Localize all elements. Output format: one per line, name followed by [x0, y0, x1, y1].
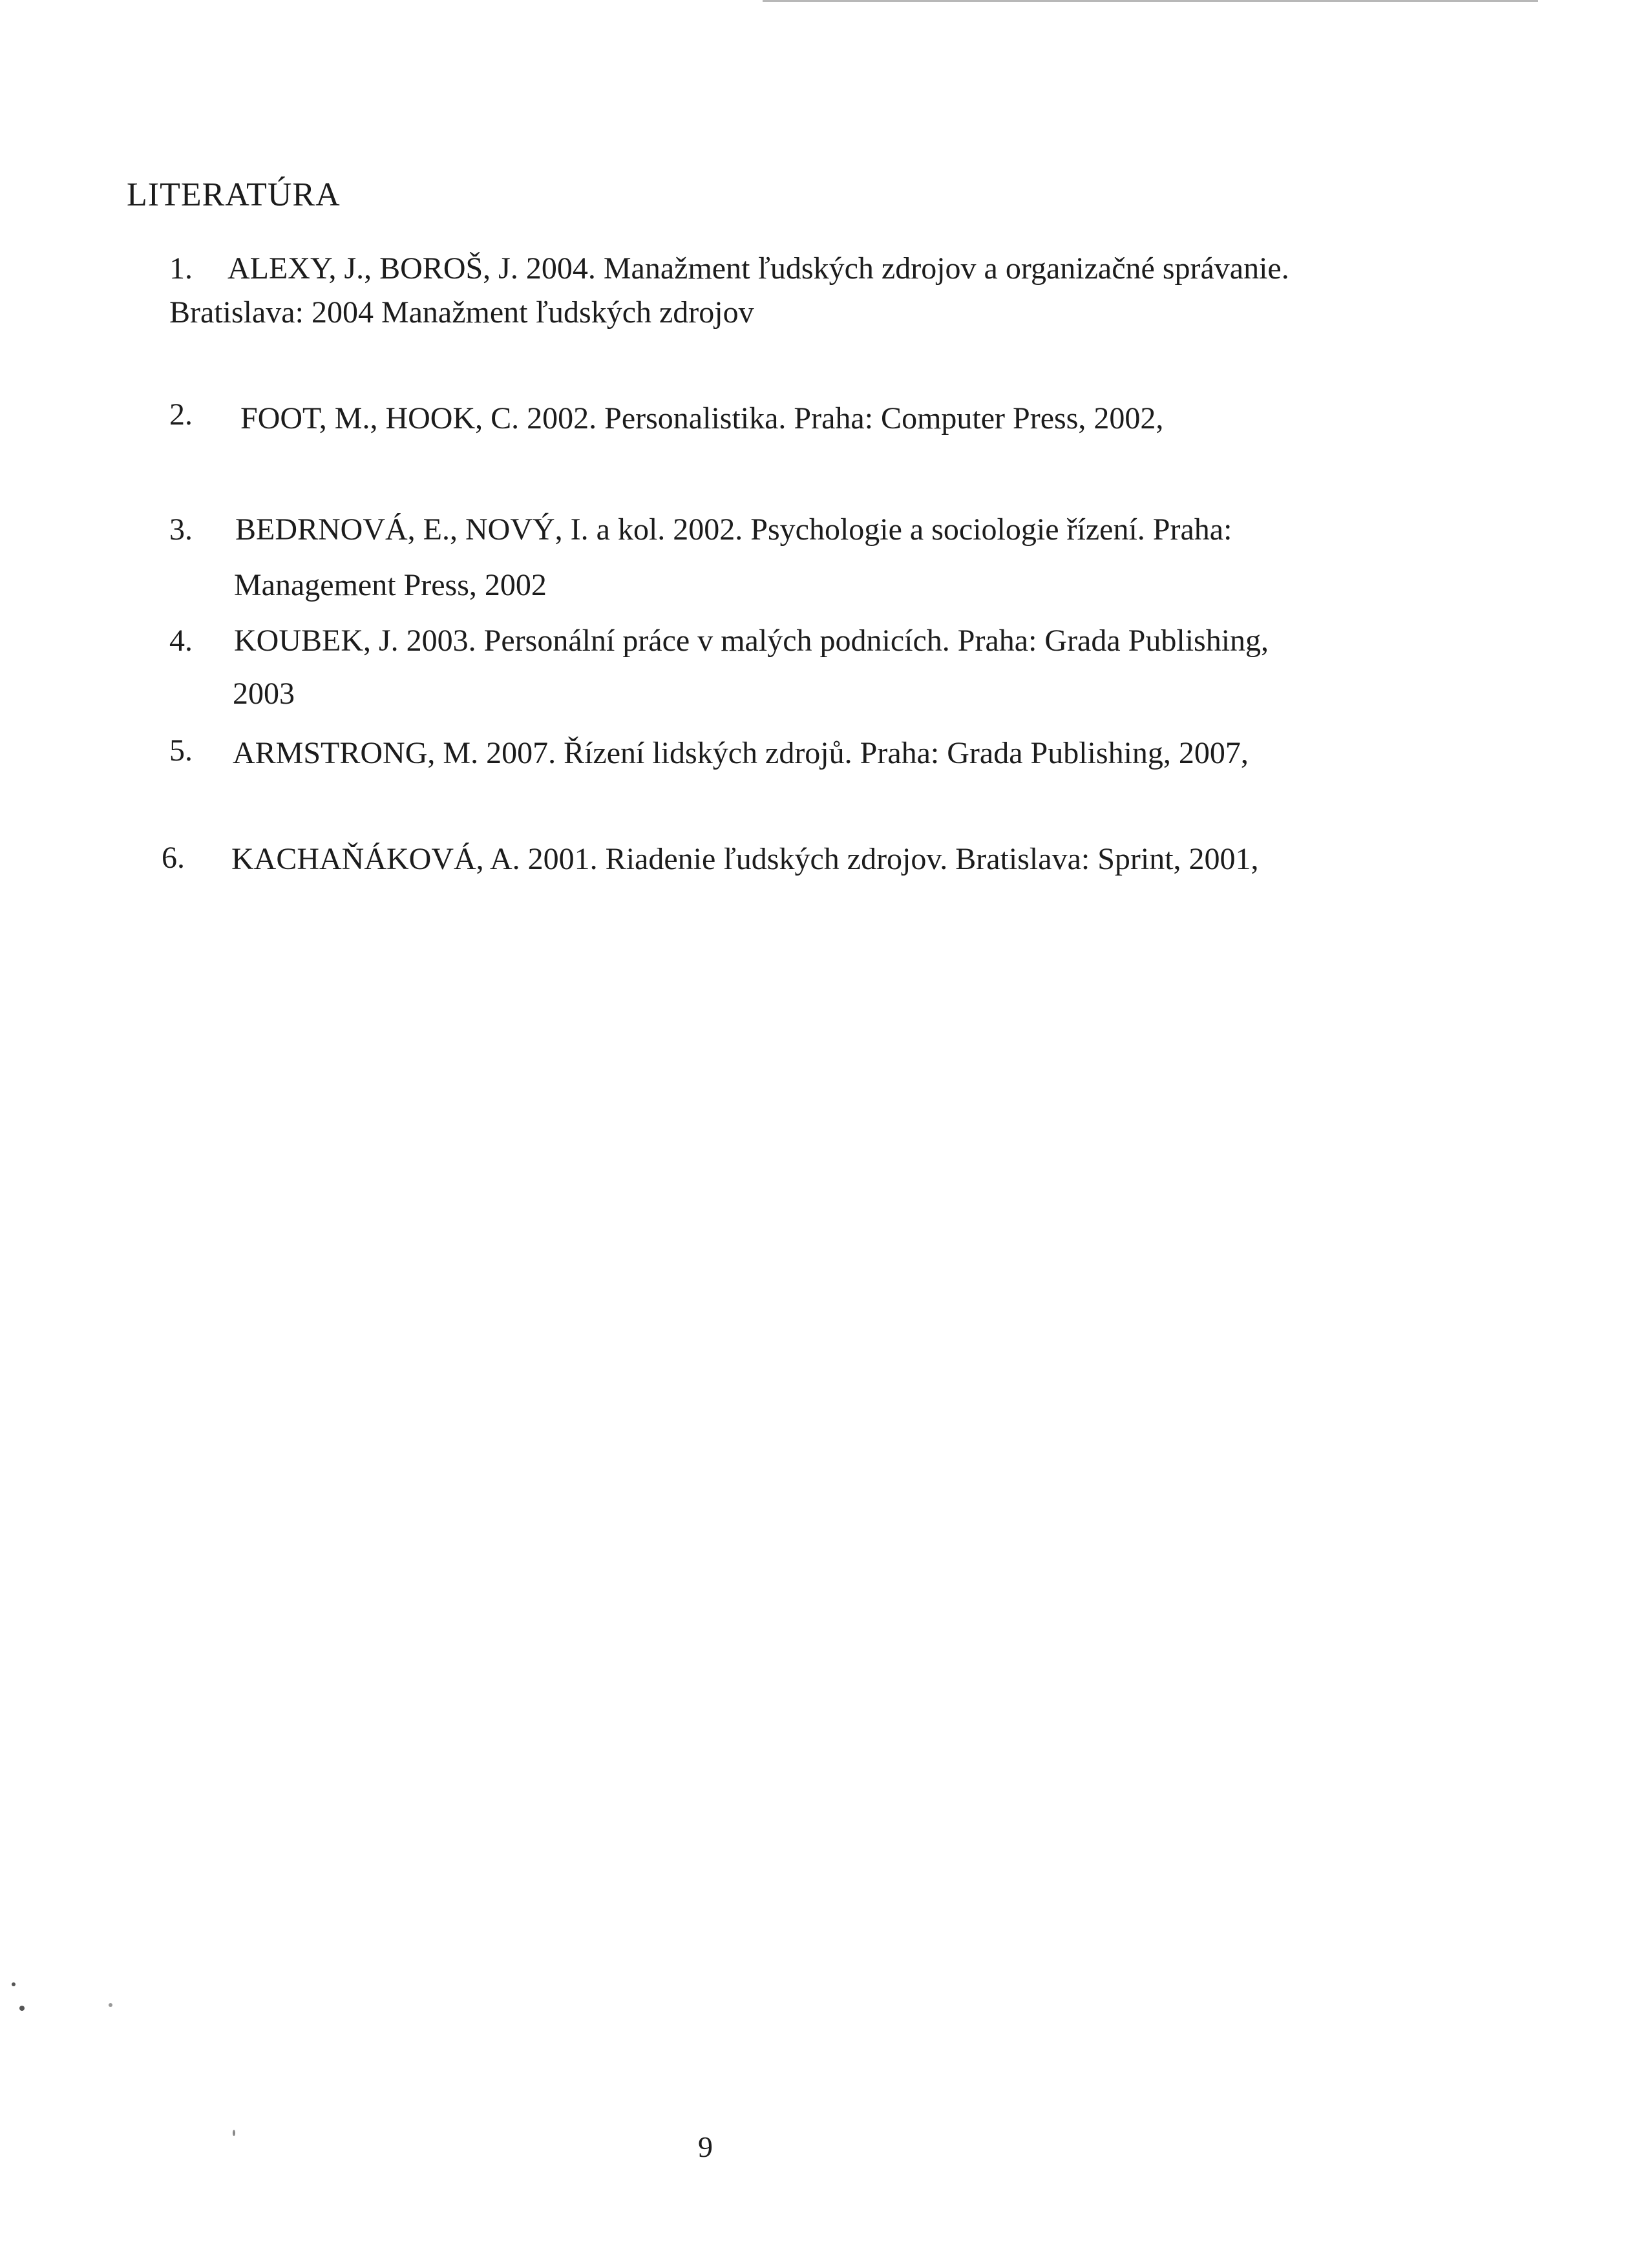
page-title: LITERATÚRA — [127, 176, 341, 213]
reference-3-line-1: BEDRNOVÁ, E., NOVÝ, I. a kol. 2002. Psychologie a sociologie řízení. Praha: — [235, 512, 1232, 547]
scan-speck — [19, 2006, 25, 2011]
reference-2-line-1: FOOT, M., HOOK, C. 2002. Personalistika. Praha: Computer Press, 2002, — [240, 401, 1164, 436]
reference-4-line-2: 2003 — [233, 677, 295, 711]
reference-number-1: 1. — [169, 251, 193, 286]
reference-number-5: 5. — [169, 733, 193, 768]
reference-number-2: 2. — [169, 397, 193, 432]
reference-5-line-1: ARMSTRONG, M. 2007. Řízení lidských zdrojů. Praha: Grada Publishing, 2007, — [233, 736, 1249, 770]
reference-number-4: 4. — [169, 624, 193, 658]
reference-1-line-1: ALEXY, J., BOROŠ, J. 2004. Manažment ľudských zdrojov a organizačné správanie. — [227, 251, 1289, 286]
page-number: 9 — [698, 2130, 713, 2163]
scan-edge-line — [763, 0, 1538, 2]
reference-number-6: 6. — [162, 841, 185, 875]
scan-speck — [12, 1982, 16, 1986]
scan-speck — [109, 2003, 112, 2007]
scan-speck — [233, 2130, 235, 2136]
reference-6-line-1: KACHAŇÁKOVÁ, A. 2001. Riadenie ľudských zdrojov. Bratislava: Sprint, 2001, — [231, 842, 1259, 876]
reference-4-line-1: KOUBEK, J. 2003. Personální práce v malých podnicích. Praha: Grada Publishing, — [234, 624, 1269, 658]
reference-3-line-2: Management Press, 2002 — [234, 568, 547, 602]
reference-number-3: 3. — [169, 512, 193, 547]
reference-1-line-2: Bratislava: 2004 Manažment ľudských zdrojov — [169, 295, 754, 330]
